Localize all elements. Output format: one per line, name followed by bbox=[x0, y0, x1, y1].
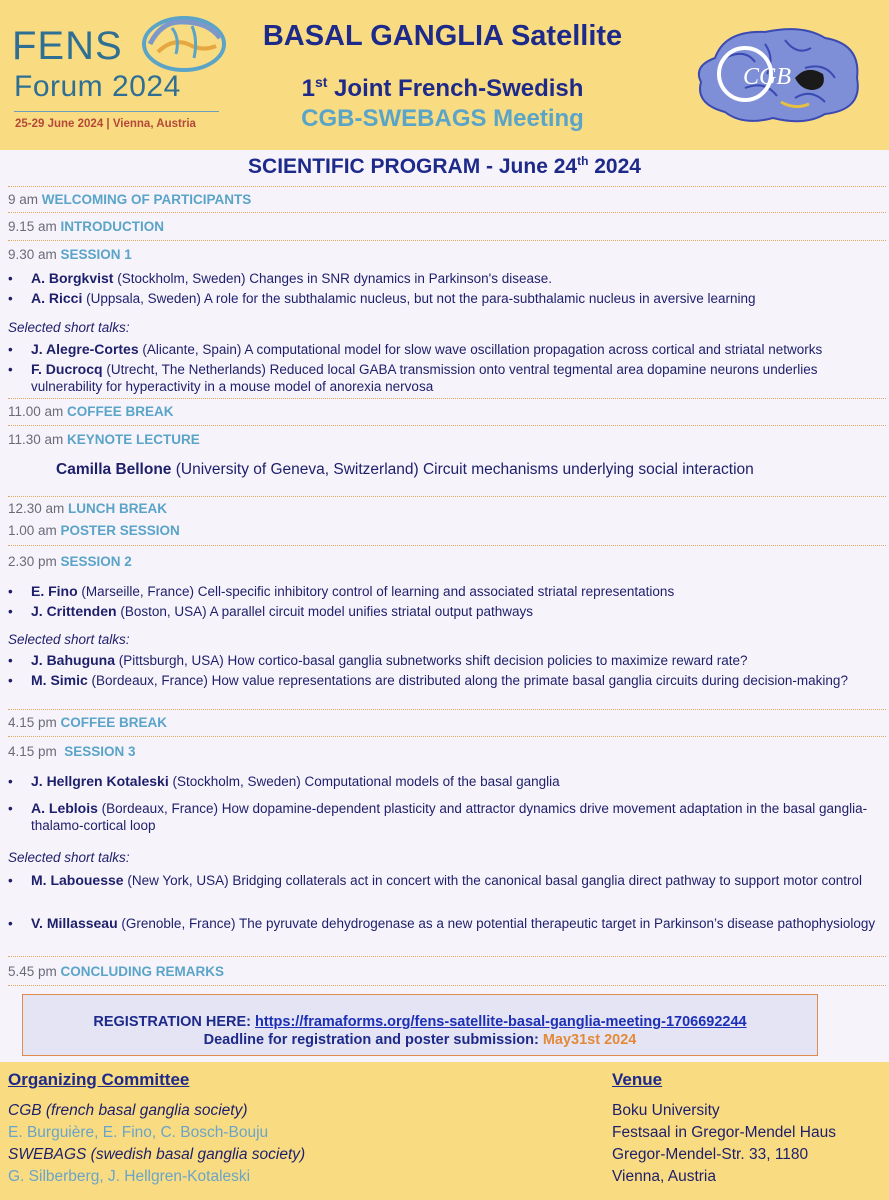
venue-line: Boku University bbox=[612, 1102, 720, 1119]
subtitle-ordinal: st bbox=[314, 74, 328, 90]
slot-time: 11.30 am bbox=[8, 432, 68, 447]
bullet-icon: • bbox=[8, 604, 13, 619]
fens-word: FENS bbox=[12, 24, 123, 68]
talk-text: (Utrecht, The Netherlands) Reduced local GABA transmission onto ventral tegmental area dopamine neurons underlies vulnerability for hyperactivity in a mouse model of anorexia nervosa bbox=[31, 362, 818, 394]
talk-text: (Pittsburgh, USA) How cortico-basal ganglia subnetworks shift decision policies to maximize reward rate? bbox=[115, 653, 748, 668]
selected-label-text: Selected short talks bbox=[8, 320, 126, 335]
program-title bbox=[0, 154, 889, 179]
slot-session-1 bbox=[8, 247, 132, 262]
forum-year: Forum 2024 bbox=[14, 70, 181, 103]
logo-divider bbox=[14, 111, 219, 112]
talk-text: (Alicante, Spain) A computational model for slow wave oscillation propagation across cortical and striatal networks bbox=[138, 342, 823, 357]
header-title-block bbox=[235, 18, 650, 135]
selected-short-talks-label: Selected short talks: bbox=[8, 320, 130, 335]
organizing-committee-title: Organizing Committee bbox=[8, 1070, 190, 1089]
selected-short-talks-label: Selected short talks: bbox=[8, 632, 130, 647]
slot-keynote bbox=[8, 432, 200, 447]
forum-dates: 25-29 June 2024 | Vienna, Austria bbox=[15, 118, 196, 130]
venue-line: Gregor-Mendel-Str. 33, 1180 bbox=[612, 1146, 809, 1163]
slot-time: 12.30 am bbox=[8, 501, 69, 516]
short-talk-item bbox=[8, 341, 878, 358]
talk-item bbox=[8, 800, 878, 834]
venue-line: Festsaal in Gregor-Mendel Haus bbox=[612, 1124, 836, 1141]
keynote-talk bbox=[56, 461, 754, 479]
slot-time: 5.45 pm bbox=[8, 964, 61, 979]
slot-label: POSTER SESSION bbox=[60, 523, 180, 538]
footer-banner bbox=[0, 1062, 889, 1200]
venue-title: Venue bbox=[612, 1070, 663, 1089]
short-talk-item bbox=[8, 652, 878, 669]
keynote-speaker: Camilla Bellone bbox=[56, 461, 172, 478]
bullet-icon: • bbox=[8, 653, 13, 668]
slot-label: SESSION 2 bbox=[60, 554, 132, 569]
bullet-icon: • bbox=[8, 801, 13, 816]
slot-coffee-break-2 bbox=[8, 715, 167, 730]
dotted-divider bbox=[8, 709, 886, 710]
cgb-logo-text: CGB bbox=[743, 64, 791, 90]
dotted-divider bbox=[8, 496, 886, 497]
dotted-divider bbox=[8, 398, 886, 399]
short-talk-item bbox=[8, 672, 878, 689]
dotted-divider bbox=[8, 985, 886, 986]
talk-speaker: M. Labouesse bbox=[31, 872, 124, 888]
selected-short-talks-label: Selected short talks: bbox=[8, 850, 130, 865]
selected-label-text: Selected short talks bbox=[8, 632, 126, 647]
program-title-year: 2024 bbox=[588, 155, 641, 178]
bullet-icon: • bbox=[8, 774, 13, 789]
slot-coffee-break-1 bbox=[8, 404, 174, 419]
slot-time: 9 am bbox=[8, 192, 42, 207]
registration-link[interactable]: https://framaforms.org/fens-satellite-basal-ganglia-meeting-1706692244 bbox=[255, 1014, 747, 1030]
slot-label: COFFEE BREAK bbox=[60, 715, 168, 730]
slot-time: 4.15 pm bbox=[8, 715, 61, 730]
slot-concluding bbox=[8, 964, 224, 979]
talk-item bbox=[8, 270, 878, 287]
slot-time: 9.15 am bbox=[8, 219, 61, 234]
slot-label: LUNCH BREAK bbox=[68, 501, 168, 516]
talk-text: (Bordeaux, France) How value representations are distributed along the primate basal ganglia circuits during decision-making? bbox=[87, 673, 848, 688]
cgb-society: CGB (french basal ganglia society) bbox=[8, 1102, 248, 1119]
talk-text: (Boston, USA) A parallel circuit model unifies striatal output pathways bbox=[116, 604, 534, 619]
slot-time: 1.00 am bbox=[8, 523, 61, 538]
talk-text: (Uppsala, Sweden) A role for the subthalamic nucleus, but not the para-subthalamic nucleus in aversive learning bbox=[82, 291, 756, 306]
header-banner bbox=[0, 0, 889, 150]
dotted-divider bbox=[8, 956, 886, 957]
talk-speaker: V. Millasseau bbox=[31, 915, 118, 931]
slot-time: 4.15 pm bbox=[8, 744, 65, 759]
slot-label: SESSION 1 bbox=[60, 247, 132, 262]
talk-item bbox=[8, 583, 878, 600]
slot-label: WELCOMING OF PARTICIPANTS bbox=[41, 192, 252, 207]
talk-speaker: M. Simic bbox=[31, 672, 88, 688]
short-talk-item bbox=[8, 915, 878, 932]
dotted-divider bbox=[8, 425, 886, 426]
talk-speaker: J. Alegre-Cortes bbox=[31, 341, 139, 357]
short-talk-item bbox=[8, 872, 878, 889]
talk-speaker: F. Ducrocq bbox=[31, 361, 103, 377]
slot-lunch bbox=[8, 501, 167, 516]
slot-label: CONCLUDING REMARKS bbox=[60, 964, 225, 979]
dotted-divider bbox=[8, 545, 886, 546]
slot-welcome bbox=[8, 192, 251, 207]
slot-session-2 bbox=[8, 554, 132, 569]
dotted-divider bbox=[8, 736, 886, 737]
bullet-icon: • bbox=[8, 271, 13, 286]
talk-text: (New York, USA) Bridging collaterals act in concert with the canonical basal ganglia direct pathway to support motor control bbox=[123, 873, 862, 888]
talk-item bbox=[8, 290, 878, 307]
program-title-ordinal: th bbox=[577, 154, 589, 168]
talk-text: (Marseille, France) Cell-specific inhibitory control of learning and associated striatal representations bbox=[77, 584, 675, 599]
slot-introduction bbox=[8, 219, 164, 234]
talk-speaker: A. Leblois bbox=[31, 800, 98, 816]
talk-item bbox=[8, 603, 878, 620]
talk-text: (Stockholm, Sweden) Changes in SNR dynamics in Parkinson's disease. bbox=[113, 271, 552, 286]
talk-item bbox=[8, 773, 878, 790]
slot-label: INTRODUCTION bbox=[60, 219, 165, 234]
talk-text: (Bordeaux, France) How dopamine-dependent plasticity and attractor dynamics drive movement adaptation in the basal ganglia-thalamo-cortical loop bbox=[31, 801, 868, 833]
cgb-logo-icon bbox=[685, 18, 865, 128]
talk-speaker: J. Crittenden bbox=[31, 603, 117, 619]
bullet-icon: • bbox=[8, 873, 13, 888]
short-talk-item bbox=[8, 361, 878, 395]
bullet-icon: • bbox=[8, 362, 13, 377]
bullet-icon: • bbox=[8, 584, 13, 599]
page-title: BASAL GANGLIA Satellite bbox=[262, 20, 623, 52]
venue-line: Vienna, Austria bbox=[612, 1168, 716, 1185]
bullet-icon: • bbox=[8, 673, 13, 688]
program-title-main: SCIENTIFIC PROGRAM - June 24 bbox=[248, 155, 578, 178]
slot-time: 11.00 am bbox=[8, 404, 68, 419]
cgb-members: E. Burguière, E. Fino, C. Bosch-Bouju bbox=[8, 1124, 269, 1141]
selected-label-text: Selected short talks bbox=[8, 850, 126, 865]
registration-label: REGISTRATION HERE: bbox=[93, 1014, 256, 1030]
deadline-date: May31st 2024 bbox=[542, 1032, 637, 1048]
bullet-icon: • bbox=[8, 916, 13, 931]
subtitle-meeting: CGB-SWEBAGS Meeting bbox=[301, 105, 584, 132]
deadline-label: Deadline for registration and poster submission: bbox=[203, 1032, 543, 1048]
talk-text: (Grenoble, France) The pyruvate dehydrogenase as a new potential therapeutic target in Parkinson’s disease pathophysiology bbox=[117, 916, 876, 931]
talk-speaker: A. Ricci bbox=[31, 290, 83, 306]
bullet-icon: • bbox=[8, 342, 13, 357]
subtitle-number: 1 bbox=[301, 75, 315, 102]
talk-speaker: A. Borgkvist bbox=[31, 270, 114, 286]
slot-poster bbox=[8, 523, 180, 538]
talk-speaker: J. Bahuguna bbox=[31, 652, 116, 668]
talk-speaker: J. Hellgren Kotaleski bbox=[31, 773, 169, 789]
deadline-line bbox=[23, 1031, 817, 1049]
swebags-members: G. Silberberg, J. Hellgren-Kotaleski bbox=[8, 1168, 251, 1185]
dotted-divider bbox=[8, 186, 886, 187]
dotted-divider bbox=[8, 212, 886, 213]
brain-logo-icon bbox=[132, 8, 232, 78]
slot-session-3 bbox=[8, 744, 136, 759]
subtitle-text: Joint French-Swedish bbox=[327, 75, 584, 102]
talk-text: (Stockholm, Sweden) Computational models of the basal ganglia bbox=[168, 774, 560, 789]
slot-time: 9.30 am bbox=[8, 247, 61, 262]
registration-line bbox=[23, 1013, 817, 1031]
subtitle-joint bbox=[235, 68, 650, 103]
slot-label: SESSION 3 bbox=[64, 744, 136, 759]
talk-speaker: E. Fino bbox=[31, 583, 78, 599]
swebags-society: SWEBAGS (swedish basal ganglia society) bbox=[8, 1146, 306, 1163]
fens-forum-logo bbox=[12, 8, 227, 138]
slot-time: 2.30 pm bbox=[8, 554, 61, 569]
bullet-icon: • bbox=[8, 291, 13, 306]
slot-label: KEYNOTE LECTURE bbox=[67, 432, 200, 447]
registration-box bbox=[22, 994, 818, 1056]
keynote-text: (University of Geneva, Switzerland) Circuit mechanisms underlying social interaction bbox=[171, 461, 754, 478]
slot-label: COFFEE BREAK bbox=[67, 404, 174, 419]
dotted-divider bbox=[8, 240, 886, 241]
